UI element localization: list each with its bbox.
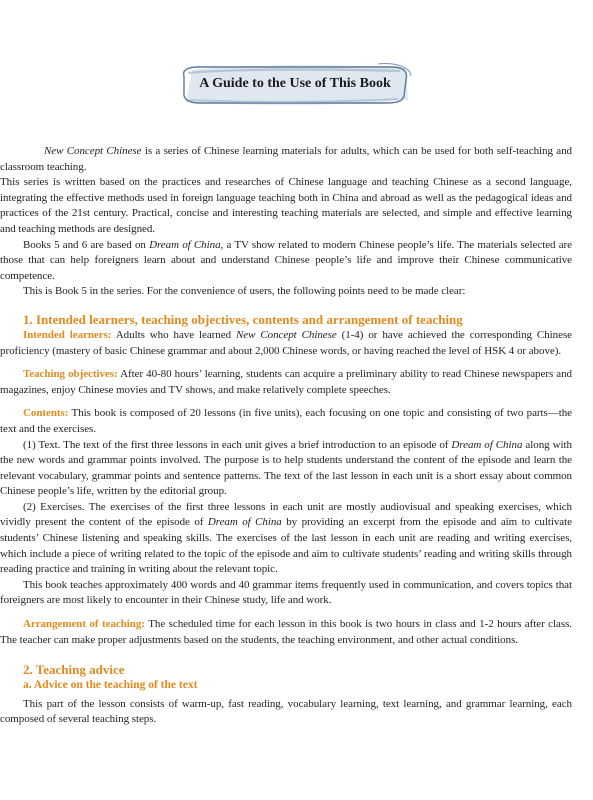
intro-paragraph-4: This is Book 5 in the series. For the convenience of users, the following points need to be made clear: (23, 285, 466, 298)
section-2a-paragraph: This part of the lesson consists of warm-up, fast reading, vocabulary learning, text learning, and grammar learning, each composed of several teaching steps. (0, 697, 572, 726)
document-body (0, 144, 572, 728)
book-series-name: New Concept Chinese (44, 145, 142, 157)
intended-learners-paragraph: Intended learners: Adults who have learned New Concept Chinese (1-4) or have achieved the corresponding Chinese proficiency (mastery of basic Chinese grammar and about 2,000 Chinese words, or having reached the level of HSK 4 or above). (0, 328, 573, 357)
exercises-description-paragraph: (2) Exercises. The exercises of the first three lessons in each unit are mostly audiovisual and speaking exercises, which vividly present the content of the episode of Dream of China by providing an excerpt from the episode and aim to cultivate students’ Chinese listening and speaking skills. The exercises of the last lesson in each unit are reading and writing exercises, which include a piece of writing related to the topic of the episode and aim to cultivate students’ reading and writing skills through reading practice and training in writing about the relevant topic. (0, 500, 572, 576)
arrangement-paragraph: Arrangement of teaching: The scheduled time for each lesson in this book is two hours in class and 1-2 hours after class. The teacher can make proper adjustments based on the students, the teaching environment, and other actual conditions. (0, 618, 573, 646)
page-title: A Guide to the Use of This Book (199, 76, 391, 91)
contents-paragraph: Contents: This book is composed of 20 lessons (in five units), each focusing on one topic and consisting of two parts—the text and the exercises. (0, 407, 572, 435)
section-1-heading: 1. Intended learners, teaching objectives, contents and arrangement of teaching (23, 311, 463, 327)
section-2a-subheading: a. Advice on the teaching of the text (23, 679, 198, 692)
intro-paragraph-2: This series is written based on the practices and researches of Chinese language and teaching Chinese as a second language, integrating the effective methods used in foreign language teaching both in China and abroad as well as the pedagogical ideas and practices of the 21st century. Practical, concise and interesting teaching materials are selected, and simple and effective learning and teaching methods are designed. (0, 176, 572, 235)
words-paragraph: This book teaches approximately 400 words and 40 grammar items frequently used in communication, and covers topics that foreigners are most likely to encounter in their Chinese study, life and work. (0, 578, 572, 607)
title-banner (178, 62, 412, 108)
teaching-objectives-paragraph: Teaching objectives: After 40-80 hours’ learning, students can acquire a preliminary ability to read Chinese newspapers and magazines, enjoy Chinese movies and TV shows, and make relatively complete speeches. (0, 368, 572, 396)
intro-paragraph-3: Books 5 and 6 are based on Dream of China, a TV show related to modern Chinese people’s life. The materials selected are those that can help foreigners learn about and understand Chinese people’s life and improve their Chinese communicative competence. (0, 238, 572, 282)
text-description-paragraph: (1) Text. The text of the first three lessons in each unit gives a brief introduction to an episode of Dream of China along with the new words and grammar points involved. The purpose is to help students understand the content of the episode and learn the relevant vocabulary, grammar points and sentence patterns. The text of the last lesson in each unit is a short essay about common Chinese people’s life, written by the editorial group. (0, 438, 572, 498)
intro-paragraph-1: New Concept Chinese is a series of Chinese learning materials for adults, which can be used for both self-teaching and classroom teaching. (0, 145, 572, 173)
section-2-heading: 2. Teaching advice (23, 662, 125, 678)
